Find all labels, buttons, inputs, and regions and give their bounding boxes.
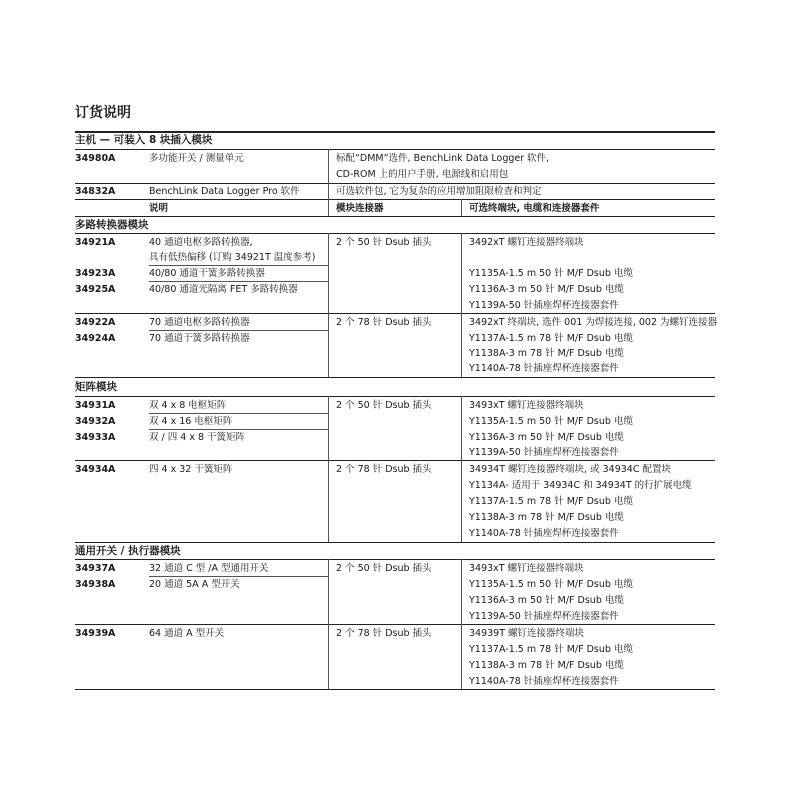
description: 双 4 x 8 电枢矩阵 [149, 400, 227, 411]
option: Y1136A-3 m 50 针 M/F Dsub 电缆 [469, 595, 624, 606]
column-divider [461, 559, 462, 689]
rule [75, 233, 715, 234]
table-row [0, 151, 790, 166]
table-row [0, 478, 790, 493]
column-divider [461, 199, 462, 216]
table-row [0, 315, 790, 330]
table-row [0, 250, 790, 265]
option: Y1139A-50 针插座焊杯连接器套件 [469, 611, 619, 622]
part-number: 34832A [75, 186, 116, 197]
description: 双 4 x 16 电枢矩阵 [149, 416, 233, 427]
connector: 2 个 78 针 Dsub 插头 [336, 317, 432, 328]
table-row [0, 430, 790, 445]
option: CD-ROM 上的用户手册, 电源线和启用包 [336, 169, 509, 180]
description: 40/80 通道干簧多路转换器 [149, 268, 265, 279]
part-number: 34939A [75, 628, 116, 639]
part-number: 34932A [75, 416, 116, 427]
table-row [0, 361, 790, 376]
option: Y1135A-1.5 m 50 针 M/F Dsub 电缆 [469, 579, 633, 590]
part-number: 34921A [75, 237, 116, 248]
rule [75, 559, 715, 560]
option: 34934T 螺钉连接器终端块, 或 34934C 配置块 [469, 464, 671, 475]
table-row [0, 266, 790, 281]
general-heading: 通用开关 / 执行器模块 [75, 545, 181, 557]
table-row [0, 494, 790, 509]
option: Y1139A-50 针插座焊杯连接器套件 [469, 447, 619, 458]
rule [75, 149, 715, 150]
option: Y1134A- 适用于 34934C 和 34934T 的行扩展电缆 [469, 480, 692, 491]
table-row [0, 235, 790, 250]
option: Y1135A-1.5 m 50 针 M/F Dsub 电缆 [469, 416, 633, 427]
table-row [0, 642, 790, 657]
description: BenchLink Data Logger Pro 软件 [149, 186, 300, 197]
column-divider [328, 559, 329, 689]
option: Y1138A-3 m 78 针 M/F Dsub 电缆 [469, 512, 624, 523]
table-row [0, 626, 790, 641]
part-number: 34980A [75, 153, 116, 164]
option: Y1137A-1.5 m 78 针 M/F Dsub 电缆 [469, 496, 633, 507]
header-desc: 说明 [149, 203, 169, 214]
description: 40/80 通道光隔离 FET 多路转换器 [149, 284, 298, 295]
connector: 2 个 50 针 Dsub 插头 [336, 563, 432, 574]
option: 34939T 螺钉连接器终端块 [469, 628, 585, 639]
column-divider [328, 396, 329, 542]
page-title: 订货说明 [75, 105, 131, 121]
option: Y1140A-78 针插座焊杯连接器套件 [469, 676, 619, 687]
column-headers [0, 201, 790, 216]
connector: 2 个 78 针 Dsub 插头 [336, 628, 432, 639]
option: Y1137A-1.5 m 78 针 M/F Dsub 电缆 [469, 644, 633, 655]
table-row [0, 526, 790, 541]
table-row [0, 674, 790, 689]
table-row [0, 167, 790, 182]
option: Y1138A-3 m 78 针 M/F Dsub 电缆 [469, 348, 624, 359]
column-divider [328, 233, 329, 377]
table-row [0, 414, 790, 429]
connector: 2 个 50 针 Dsub 插头 [336, 237, 432, 248]
part-number: 34938A [75, 579, 116, 590]
part-number: 34937A [75, 563, 116, 574]
rule [75, 542, 715, 543]
table-row [0, 593, 790, 608]
option: Y1135A-1.5 m 50 针 M/F Dsub 电缆 [469, 268, 633, 279]
rule [75, 689, 715, 690]
description: 多功能开关 / 测量单元 [149, 153, 244, 164]
table-row [0, 282, 790, 297]
table-row [0, 184, 790, 199]
table-row [0, 398, 790, 413]
option: Y1136A-3 m 50 针 M/F Dsub 电缆 [469, 284, 624, 295]
option: 可选软件包, 它为复杂的应用增加阻限检查和判定 [336, 186, 542, 197]
column-divider [461, 396, 462, 542]
rule [75, 216, 715, 217]
option: 3493xT 螺钉连接器终端块 [469, 563, 584, 574]
table-row [0, 561, 790, 576]
option: Y1139A-50 针插座焊杯连接器套件 [469, 300, 619, 311]
table-row [0, 462, 790, 477]
description: 具有低热偏移 (订购 34921T 温度参考) [149, 252, 316, 263]
connector: 2 个 78 针 Dsub 插头 [336, 464, 432, 475]
part-number: 34934A [75, 464, 116, 475]
option: Y1136A-3 m 50 针 M/F Dsub 电缆 [469, 432, 624, 443]
option: Y1137A-1.5 m 78 针 M/F Dsub 电缆 [469, 333, 633, 344]
description: 64 通道 A 型开关 [149, 628, 225, 639]
table-row [0, 346, 790, 361]
description: 70 通道干簧多路转换器 [149, 333, 250, 344]
part-number: 34933A [75, 432, 116, 443]
table-row [0, 298, 790, 313]
rule [75, 396, 715, 397]
description: 四 4 x 32 干簧矩阵 [149, 464, 233, 475]
rule [75, 199, 715, 200]
rule [75, 460, 715, 461]
rule [75, 313, 715, 314]
part-number: 34924A [75, 333, 116, 344]
table-row [0, 609, 790, 624]
table-row [0, 331, 790, 346]
mainframe-heading: 主机 — 可装入 8 块插入模块 [75, 134, 213, 146]
part-number: 34922A [75, 317, 116, 328]
option: 3492xT 螺钉连接器终端块 [469, 237, 584, 248]
rule [75, 624, 715, 625]
table-row [0, 445, 790, 460]
column-divider [328, 199, 329, 216]
connector: 2 个 50 针 Dsub 插头 [336, 400, 432, 411]
option: 3492xT 终端块, 选件 001 为焊接连接, 002 为螺钉连接器 [469, 317, 718, 328]
description: 40 通道电枢多路转换器, [149, 237, 253, 248]
multiplexer-heading: 多路转换器模块 [75, 219, 149, 231]
option: 3493xT 螺钉连接器终端块 [469, 400, 584, 411]
matrix-heading: 矩阵模块 [75, 381, 117, 393]
table-row [0, 510, 790, 525]
description: 70 通道电枢多路转换器 [149, 317, 250, 328]
column-divider [328, 149, 329, 199]
description: 32 通道 C 型 /A 型通用开关 [149, 563, 269, 574]
option: Y1140A-78 针插座焊杯连接器套件 [469, 363, 619, 374]
description: 双 / 四 4 x 8 干簧矩阵 [149, 432, 246, 443]
part-number: 34923A [75, 268, 116, 279]
part-number: 34925A [75, 284, 116, 295]
rule [75, 377, 715, 378]
option: Y1138A-3 m 78 针 M/F Dsub 电缆 [469, 660, 624, 671]
header-conn: 模块连接器 [336, 203, 384, 214]
header-opt: 可选终端块, 电缆和连接器套件 [469, 203, 600, 214]
column-divider [461, 233, 462, 377]
part-number: 34931A [75, 400, 116, 411]
table-row [0, 577, 790, 592]
option: Y1140A-78 针插座焊杯连接器套件 [469, 528, 619, 539]
option: 标配“DMM”选件, BenchLink Data Logger 软件, [336, 153, 550, 164]
table-row [0, 658, 790, 673]
description: 20 通道 5A A 型开关 [149, 579, 240, 590]
